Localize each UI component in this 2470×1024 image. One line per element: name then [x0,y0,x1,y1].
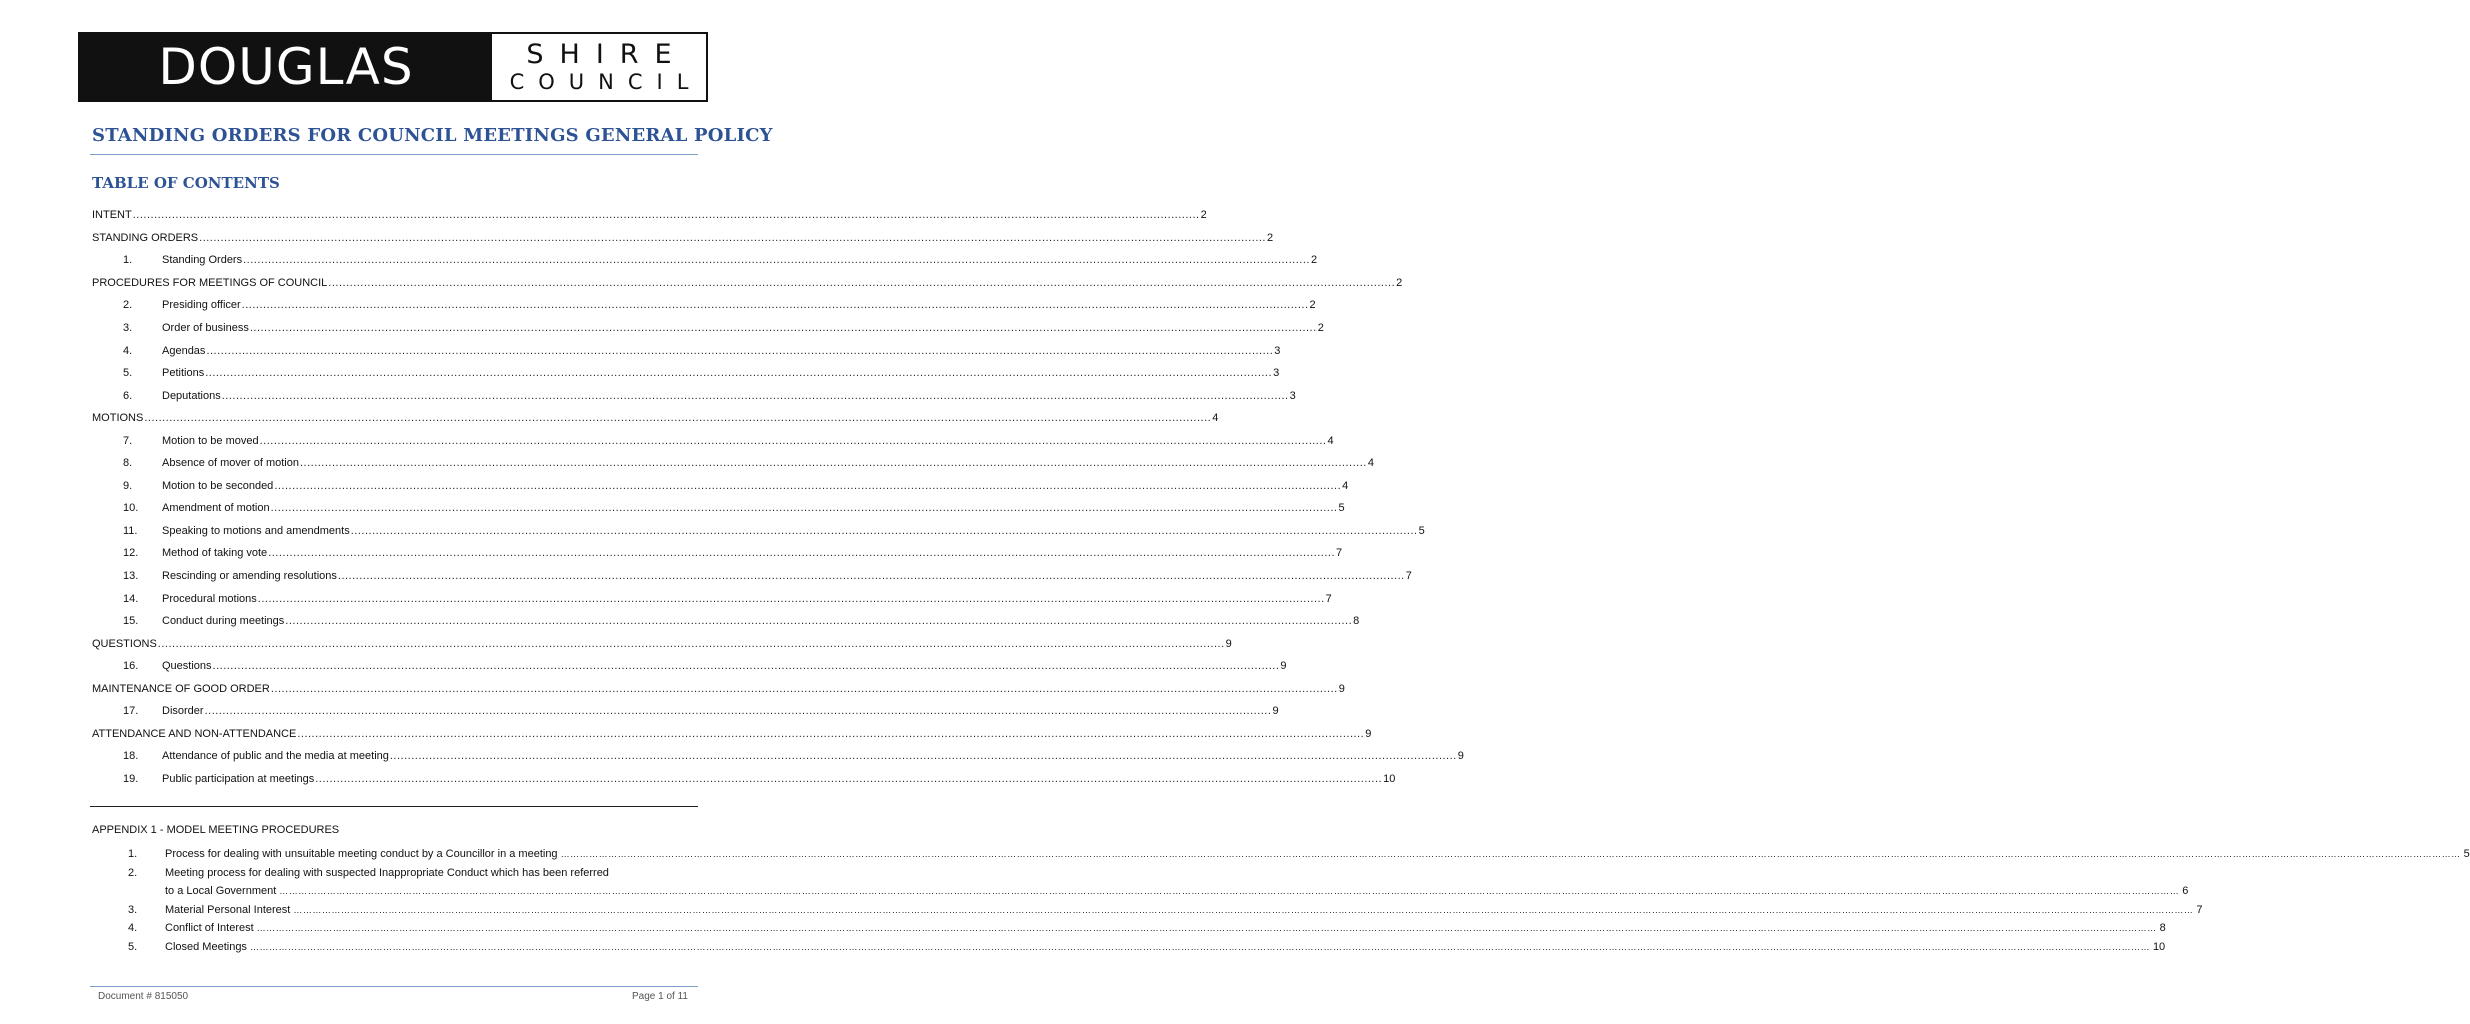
toc-entry[interactable] [92,632,1232,655]
toc-entry-number: 4. [123,344,133,357]
toc-entry-label: STANDING ORDERS [92,231,199,244]
toc-entry-page: 9 [1225,637,1232,650]
toc-entry-number: 3. [123,322,133,334]
toc-entry[interactable] [92,317,1324,340]
toc-entry-label: Amendment of motion [162,502,270,515]
toc-entry[interactable] [92,204,1207,227]
toc-entry-label: Agendas [162,344,206,357]
toc-entry[interactable] [92,677,1345,700]
appendix-entry[interactable] [92,864,2189,901]
toc-entry[interactable] [92,272,1403,295]
toc-entry-number: 2. [123,299,133,312]
toc-heading: TABLE OF CONTENTS [92,174,280,192]
toc-dot-leader: ............................................................................................................................................................................................................................................................................................................ [221,389,1289,402]
toc-entry[interactable] [92,294,1316,317]
appendix-entry-page: 10 [2152,940,2166,953]
toc-dot-leader: ............................................................................................................................................................................................................................................................................................................ [204,705,1272,718]
table-of-contents [92,204,1464,790]
toc-dot-leader: ............................................................................................................................................................................................................................................................................................................ [199,231,1266,244]
logo-right-panel [492,34,706,100]
toc-dot-leader: ............................................................................................................................................................................................................................................................................................................ [315,772,1383,785]
toc-entry[interactable] [92,587,1332,610]
appendix-entry[interactable] [92,901,2203,920]
toc-entry-page: 3 [1289,389,1296,402]
toc-entry-page: 2 [1309,299,1316,312]
council-logo [78,32,708,102]
document-number: Document # 815050 [98,991,189,1002]
toc-entry-page: 2 [1310,254,1318,267]
appendix-entry-number: 5. [128,940,138,953]
toc-entry-label: MAINTENANCE OF GOOD ORDER [92,682,270,695]
logo-main-text: DOUGLAS [80,34,492,100]
toc-entry-label: ATTENDANCE AND NON-ATTENDANCE [92,727,297,740]
toc-dot-leader: ............................................................................................................................................................................................................................................................................................................ [389,750,1457,763]
toc-entry-number: 10. [123,502,139,515]
toc-entry-number: 12. [123,547,139,560]
toc-entry[interactable] [92,520,1425,543]
toc-entry-number: 15. [123,615,139,628]
toc-entry-label: PROCEDURES FOR MEETINGS OF COUNCIL [92,276,328,289]
toc-dot-leader: ............................................................................................................................................................................................................................................................................................................ [337,570,1405,583]
toc-entry-label: Public participation at meetings [162,772,315,785]
appendix-entry-label: Closed Meetings [165,940,247,953]
toc-entry[interactable] [92,384,1296,407]
toc-dot-leader: ............................................................................................................................................................................................................................................................................................................ [212,660,1280,673]
toc-entry-label: Procedural motions [162,592,257,605]
toc-dot-leader: ............................................................................................................................................................................................................................................................................................................ [144,412,1212,425]
logo-council-text: COUNCIL [509,70,703,94]
toc-entry[interactable] [92,452,1374,475]
toc-entry[interactable] [92,542,1343,565]
toc-entry-label: Petitions [162,367,205,380]
footer-divider [90,986,698,987]
toc-entry-page: 7 [1405,570,1412,583]
appendix-list [92,845,2470,956]
appendix-entry[interactable] [92,919,2166,938]
toc-entry-number: 18. [123,750,139,763]
toc-entry[interactable] [92,227,1274,250]
toc-entry[interactable] [92,407,1219,430]
toc-entry[interactable] [92,700,1279,723]
toc-entry-label: Deputations [162,389,221,402]
toc-entry-label: Order of business [162,322,249,334]
appendix-dot-leader: …………………………………………………………………………………………………………………………………………………………………………………………………………………………………………………………………………………………………………………………………………………………………………………………………………………………………………………………………………………………………………………………………………………… [279,886,2180,896]
appendix-entry[interactable] [92,938,2166,957]
title-divider [90,154,698,155]
appendix-heading: APPENDIX 1 - MODEL MEETING PROCEDURES [92,824,340,836]
toc-entry-label: Absence of mover of motion [162,457,299,470]
toc-entry-number: 6. [123,389,133,402]
toc-dot-leader: ............................................................................................................................................................................................................................................................................................................ [206,344,1274,357]
toc-dot-leader: ............................................................................................................................................................................................................................................................................................................ [270,682,1338,695]
toc-dot-leader: ............................................................................................................................................................................................................................................................................................................ [270,502,1338,515]
appendix-entry-label: Material Personal Interest [165,903,291,916]
toc-entry-label: Motion to be seconded [162,479,274,492]
toc-entry[interactable] [92,339,1281,362]
appendix-entry-number: 1. [128,848,138,860]
toc-entry-page: 4 [1342,479,1349,492]
toc-entry[interactable] [92,362,1280,385]
toc-entry-label: MOTIONS [92,412,144,425]
toc-dot-leader: ............................................................................................................................................................................................................................................................................................................ [132,209,1200,222]
appendix-entry-label: Process for dealing with unsuitable meeting conduct by a Councillor in a meeting [165,848,558,860]
toc-entry-page: 7 [1325,592,1332,605]
toc-entry[interactable] [92,745,1464,768]
toc-entry-number: 9. [123,479,133,492]
page-number: Page 1 of 11 [632,991,688,1002]
toc-entry-page: 9 [1457,750,1464,763]
toc-entry-label: Motion to be moved [162,434,259,447]
toc-entry-page: 4 [1367,457,1374,470]
toc-entry-label: QUESTIONS [92,637,157,650]
document-title: STANDING ORDERS FOR COUNCIL MEETINGS GENERAL POLICY [92,125,773,146]
toc-entry-number: 5. [123,367,133,380]
toc-entry-number: 7. [123,434,133,447]
toc-entry-page: 9 [1280,660,1287,673]
toc-entry-page: 2 [1317,322,1324,334]
toc-entry[interactable] [92,768,1396,791]
toc-entry-number: 14. [123,592,139,605]
toc-entry-page: 9 [1365,727,1372,740]
toc-dot-leader: ............................................................................................................................................................................................................................................................................................................ [274,479,1342,492]
toc-entry-page: 2 [1200,209,1207,222]
appendix-dot-leader: …………………………………………………………………………………………………………………………………………………………………………………………………………………………………………………………………………………………………………………………………………………………………………………………………………………………………………………………………………………………………………………………………………………… [293,904,2194,915]
toc-entry-label: Rescinding or amending resolutions [162,570,337,583]
toc-entry-number: 19. [123,772,139,785]
toc-entry-label: Questions [162,660,212,673]
section-divider [90,806,698,807]
toc-entry-number: 11. [123,524,138,537]
toc-dot-leader: ............................................................................................................................................................................................................................................................................................................ [259,434,1327,447]
toc-entry[interactable] [92,249,1318,272]
toc-entry-page: 5 [1418,524,1425,537]
toc-entry-number: 8. [123,457,133,470]
toc-entry-page: 9 [1338,682,1345,695]
toc-entry[interactable] [92,497,1345,520]
toc-entry-label: Speaking to motions and amendments [162,524,350,537]
toc-dot-leader: ............................................................................................................................................................................................................................................................................................................ [328,276,1396,289]
toc-dot-leader: ............................................................................................................................................................................................................................................................................................................ [243,254,1310,267]
appendix-entry-page: 8 [2159,922,2166,934]
toc-entry-label: Disorder [162,705,204,718]
toc-dot-leader: ............................................................................................................................................................................................................................................................................................................ [285,615,1353,628]
appendix-entry-number: 3. [128,903,138,916]
toc-entry-number: 17. [123,705,139,718]
appendix-dot-leader: …………………………………………………………………………………………………………………………………………………………………………………………………………………………………………………………………………………………………………………………………………………………………………………………………………………………………………………………………………………………………………………………………………………… [256,923,2157,933]
toc-entry-label: Method of taking vote [162,547,268,560]
toc-entry-label: Standing Orders [162,254,243,267]
toc-entry-page: 8 [1353,615,1360,628]
toc-entry-page: 3 [1273,367,1280,380]
toc-dot-leader: ............................................................................................................................................................................................................................................................................................................ [268,547,1336,560]
toc-entry-label: Attendance of public and the media at meeting [162,750,389,763]
toc-entry[interactable] [92,429,1334,452]
appendix-entry-label: Conflict of Interest [165,922,254,934]
appendix-dot-leader: …………………………………………………………………………………………………………………………………………………………………………………………………………………………………………………………………………………………………………………………………………………………………………………………………………………………………………………………………………………………………………………………………………………… [249,941,2150,952]
appendix-entry-number: 4. [128,922,138,934]
toc-dot-leader: ............................................................................................................................................................................................................................................................................................................ [249,322,1317,334]
toc-entry-number: 13. [123,570,139,583]
toc-dot-leader: ............................................................................................................................................................................................................................................................................................................ [257,592,1325,605]
toc-entry-label: Presiding officer [162,299,241,312]
toc-dot-leader: ............................................................................................................................................................................................................................................................................................................ [350,524,1418,537]
appendix-entry-label-cont: to a Local Government [165,885,277,897]
toc-entry-page: 4 [1327,434,1334,447]
logo-shire-text: SHIRE [526,39,688,70]
appendix-entry-page: 6 [2182,885,2189,897]
appendix-entry-page: 5 [2463,848,2470,860]
toc-entry[interactable] [92,565,1412,588]
toc-entry[interactable] [92,475,1349,498]
toc-entry-page: 2 [1396,276,1403,289]
toc-dot-leader: ............................................................................................................................................................................................................................................................................................................ [205,367,1273,380]
toc-entry-page: 2 [1267,231,1274,244]
toc-entry-page: 5 [1338,502,1345,515]
toc-entry-label: Conduct during meetings [162,615,285,628]
toc-entry[interactable] [92,610,1360,633]
toc-entry-page: 3 [1274,344,1281,357]
toc-entry[interactable] [92,723,1372,746]
toc-dot-leader: ............................................................................................................................................................................................................................................................................................................ [299,457,1367,470]
toc-entry-number: 1. [123,254,133,267]
appendix-entry[interactable] [92,845,2470,864]
toc-dot-leader: ............................................................................................................................................................................................................................................................................................................ [157,637,1225,650]
toc-entry-page: 10 [1383,772,1396,785]
toc-entry-page: 4 [1212,412,1219,425]
toc-entry-page: 7 [1336,547,1343,560]
appendix-dot-leader: …………………………………………………………………………………………………………………………………………………………………………………………………………………………………………………………………………………………………………………………………………………………………………………………………………………………………………………………………………………………………………………………………………………… [560,849,2461,859]
appendix-entry-number: 2. [128,866,138,879]
toc-dot-leader: ............................................................................................................................................................................................................................................................................................................ [241,299,1309,312]
toc-entry-page: 9 [1272,705,1279,718]
appendix-entry-label: Meeting process for dealing with suspected Inappropriate Conduct which has been referred [165,866,609,879]
toc-entry-number: 16. [123,660,139,673]
appendix-entry-page: 7 [2196,903,2203,916]
toc-entry[interactable] [92,655,1287,678]
toc-dot-leader: ............................................................................................................................................................................................................................................................................................................ [297,727,1365,740]
toc-entry-label: INTENT [92,209,132,222]
